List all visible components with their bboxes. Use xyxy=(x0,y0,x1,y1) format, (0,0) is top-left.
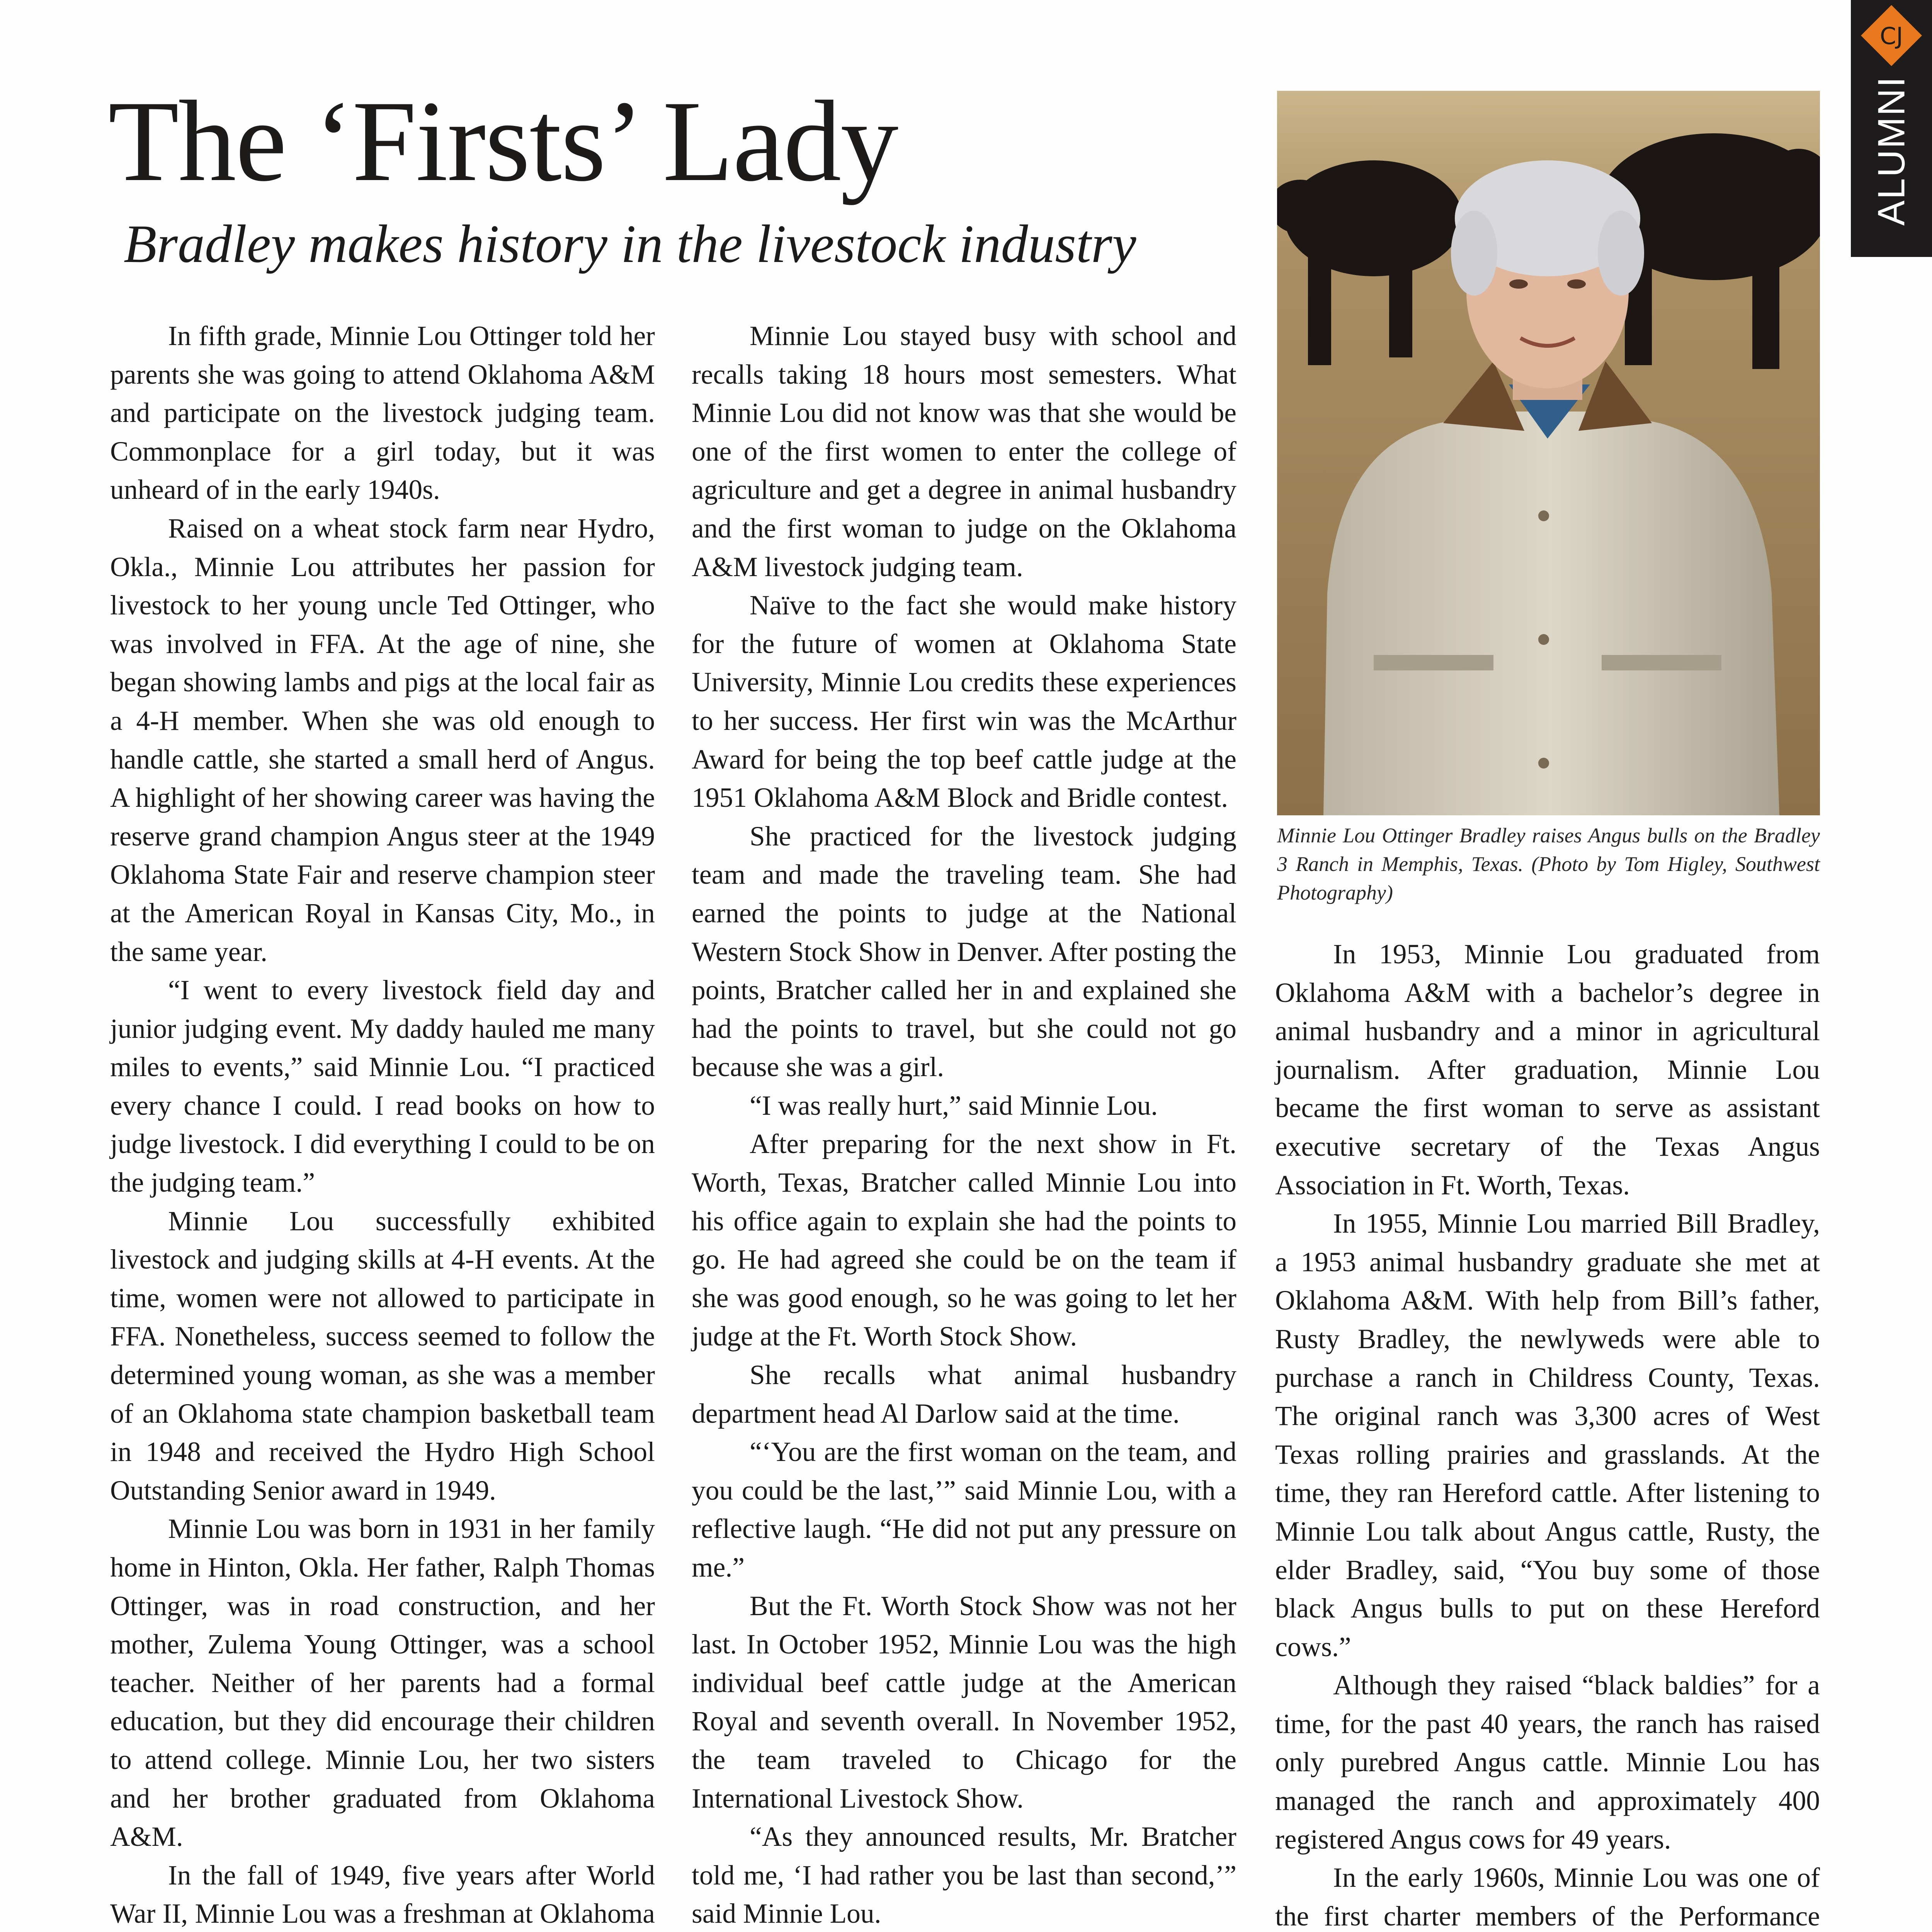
article-column-2 xyxy=(692,317,1236,1932)
photo-caption: Minnie Lou Ottinger Bradley raises Angus bulls on the Bradley 3 Ranch in Memphis, Texas. (Photo by Tom Higley, Southwest Photography) xyxy=(1277,824,1820,904)
article-paragraph: She recalls what animal husbandry department head Al Darlow said at the time. xyxy=(692,1360,1236,1429)
article-paragraph: In 1953, Minnie Lou graduated from Oklahoma A&M with a bachelor’s degree in animal husbandry and a minor in agricultural journalism. After graduation, Minnie Lou became the first woman to serve as assistant executive secretary of the Texas Angus Association in Ft. Worth, Texas. xyxy=(1275,939,1820,1201)
article-paragraph: In fifth grade, Minnie Lou Ottinger told her parents she was going to attend Oklahoma A&M and participate on the livestock judging team. Commonplace for a girl today, but it was unheard of in the early 1940s. xyxy=(110,321,655,505)
article-paragraph: She practiced for the livestock judging team and made the traveling team. She had earned the points to judge at the National Western Stock Show in Denver. After posting the points, Bratcher called her in and explained she had the points to travel, but she could not go because she was a girl. xyxy=(692,821,1236,1083)
article-paragraph: Naïve to the fact she would make history for the future of women at Oklahoma State University, Minnie Lou credits these experiences to her success. Her first win was the McArthur Award for being the top beef cattle judge at the 1951 Oklahoma A&M Block and Bridle contest. xyxy=(692,590,1236,813)
article-paragraph: Minnie Lou stayed busy with school and recalls taking 18 hours most semesters. What Minnie Lou did not know was that she would be one of the first women to enter the college of agriculture and get a degree in animal husbandry and the first woman to judge on the Oklahoma A&M livestock judging team. xyxy=(692,321,1236,582)
article-title: The ‘Firsts’ Lady xyxy=(108,77,898,205)
article-paragraph: “‘You are the first woman on the team, and you could be the last,’” said Minnie Lou, with a reflective laugh. “He did not put any pressure on me.” xyxy=(692,1437,1236,1583)
cowboy-journal-logo-icon xyxy=(1859,3,1924,68)
article-paragraph: But the Ft. Worth Stock Show was not her last. In October 1952, Minnie Lou was the high individual beef cattle judge at the American Royal and seventh overall. In November 1952, the team traveled to Chicago for the International Livestock Show. xyxy=(692,1590,1236,1814)
article-paragraph: Minnie Lou successfully exhibited livestock and judging skills at 4-H events. At the time, women were not allowed to participate in FFA. Nonetheless, success seemed to follow the determined young woman, as she was a member of an Oklahoma state champion basketball team in 1948 and received the Hydro High School Outstanding Senior award in 1949. xyxy=(110,1206,655,1506)
article-paragraph: After preparing for the next show in Ft. Worth, Texas, Bratcher called Minnie Lou into his office again to explain she had the points to go. He had agreed she could be on the team if she was good enough, so he was going to let her judge at the Ft. Worth Stock Show. xyxy=(692,1129,1236,1352)
article-subtitle: Bradley makes history in the livestock industry xyxy=(124,214,1136,274)
article-paragraph: Although they raised “black baldies” for a time, for the past 40 years, the ranch has raised only purebred Angus cattle. Minnie Lou has managed the ranch and approximately 400 registered Angus cows for 49 years. xyxy=(1275,1670,1820,1855)
article-paragraph: In the fall of 1949, five years after World War II, Minnie Lou was a freshman at Oklahoma xyxy=(110,1860,655,1929)
ranch-portrait-illustration xyxy=(1277,91,1820,815)
logo-initials: CJ xyxy=(1879,22,1903,50)
article-paragraph: In 1955, Minnie Lou married Bill Bradley, a 1953 animal husbandry graduate she met at Oklahoma A&M. With help from Bill’s father, Rusty Bradley, the newlyweds were able to purchase a ranch in Childress County, Texas. The original ranch was 3,300 acres of West Texas rolling prairies and grasslands. At the time, they ran Hereford cattle. After listening to Minnie Lou talk about Angus cattle, Rusty, the elder Bradley, said, “You buy some of those black Angus bulls to put on these Hereford cows.” xyxy=(1275,1208,1820,1662)
article-paragraph: “As they announced results, Mr. Bratcher told me, ‘I had rather you be last than second,’” said Minnie Lou. xyxy=(692,1821,1236,1929)
article-paragraph: In the early 1960s, Minnie Lou was one of the first charter members of the Performance xyxy=(1275,1862,1820,1932)
article-paragraph: “I was really hurt,” said Minnie Lou. xyxy=(750,1090,1158,1121)
article-paragraph: Minnie Lou was born in 1931 in her family home in Hinton, Okla. Her father, Ralph Thomas Ottinger, was in road construction, and her mother, Zulema Young Ottinger, was a school teacher. Neither of her parents had a formal education, but they did encourage their children to attend college. Minnie Lou, her two sisters and her brother graduated from Oklahoma A&M. xyxy=(110,1514,655,1852)
article-column-3 xyxy=(1275,935,1820,1932)
article-photo xyxy=(1277,91,1820,815)
article-paragraph: “I went to every livestock field day and junior judging event. My daddy hauled me many miles to events,” said Minnie Lou. “I practiced every chance I could. I read books on how to judge livestock. I did everything I could to be on the judging team.” xyxy=(110,975,655,1198)
article-paragraph: Raised on a wheat stock farm near Hydro, Okla., Minnie Lou attributes her passion for livestock to her young uncle Ted Ottinger, who was involved in FFA. At the age of nine, she began showing lambs and pigs at the local fair as a 4-H member. When she was old enough to handle cattle, she started a small herd of Angus. A highlight of her showing career was having the reserve grand champion Angus steer at the 1949 Oklahoma State Fair and reserve champion steer at the American Royal in Kansas City, Mo., in the same year. xyxy=(110,513,655,967)
section-label-text: ALUMNI xyxy=(1870,75,1913,226)
article-column-1 xyxy=(110,317,655,1932)
